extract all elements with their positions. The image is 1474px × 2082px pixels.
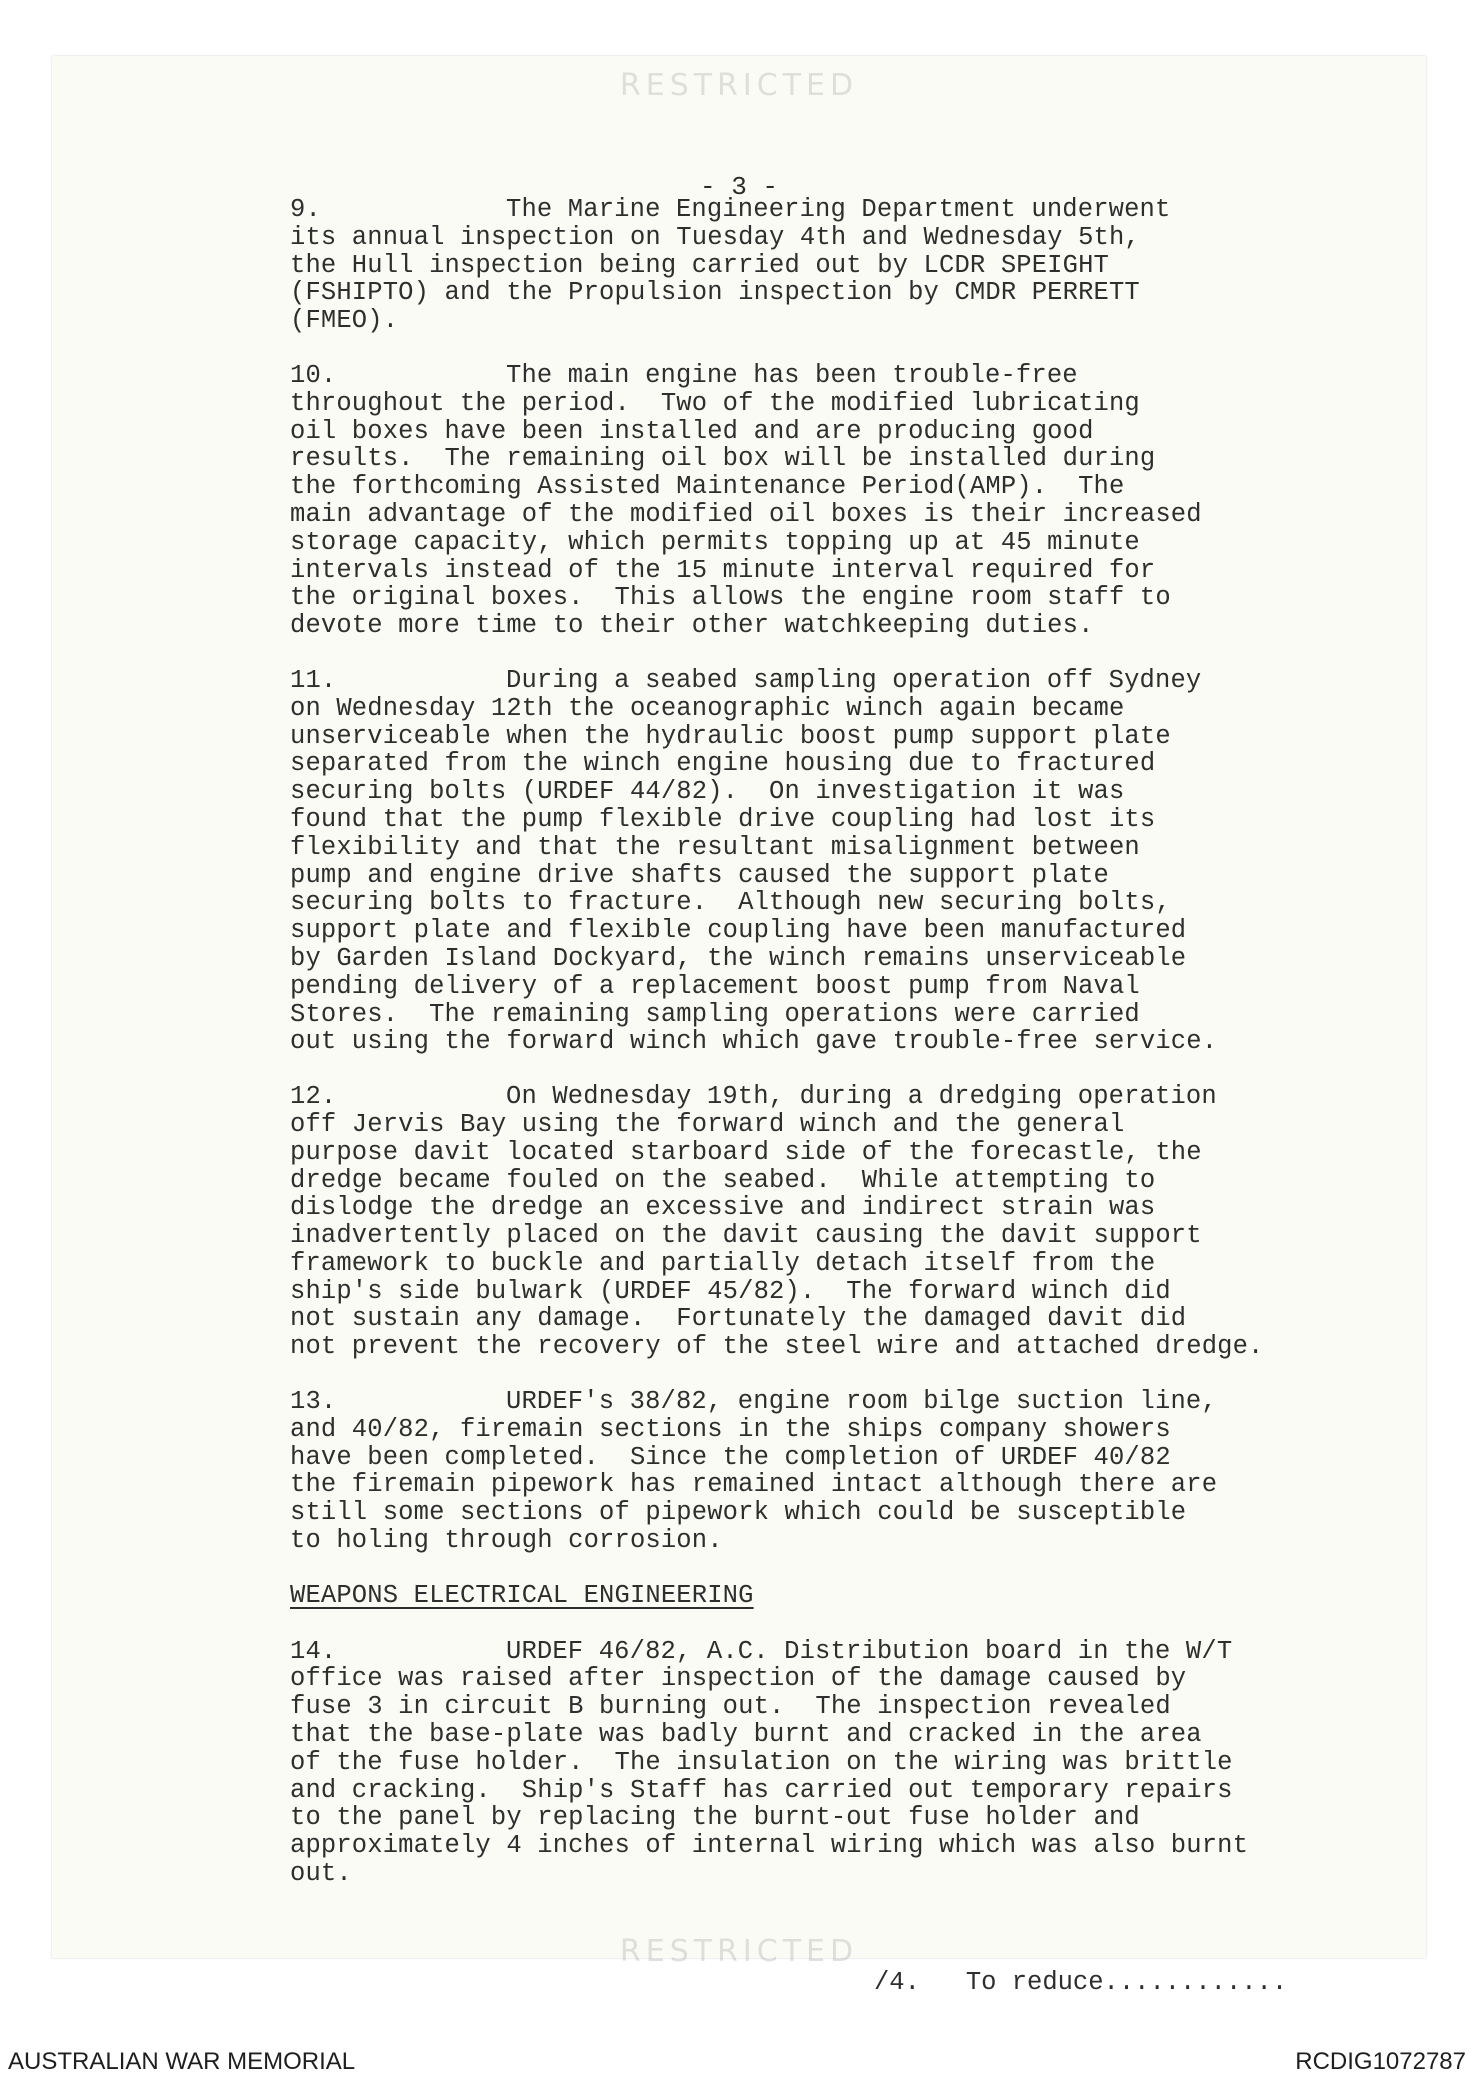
text-line: fuse 3 in circuit B burning out. The inspection revealed bbox=[290, 1692, 1171, 1722]
text-line: still some sections of pipework which could be susceptible bbox=[290, 1498, 1187, 1528]
text-line: throughout the period. Two of the modified lubricating bbox=[290, 388, 1140, 418]
continuation-line: /4. To reduce............ bbox=[874, 1968, 1288, 1997]
text-line: securing bolts (URDEF 44/82). On investigation it was bbox=[290, 777, 1125, 807]
restricted-stamp-top: RESTRICTED bbox=[619, 68, 859, 103]
restricted-stamp-bottom: RESTRICTED bbox=[619, 1934, 859, 1969]
archive-name: AUSTRALIAN WAR MEMORIAL bbox=[8, 2048, 356, 2075]
paragraph-number: 10. bbox=[290, 360, 337, 390]
text-line: storage capacity, which permits topping up at 45 minute bbox=[290, 527, 1140, 557]
text-line: off Jervis Bay using the forward winch and the general bbox=[290, 1109, 1125, 1139]
text-line: have been completed. Since the completion of URDEF 40/82 bbox=[290, 1442, 1171, 1472]
text-line: not sustain any damage. Fortunately the damaged davit did bbox=[290, 1304, 1187, 1334]
text-line: support plate and flexible coupling have been manufactured bbox=[290, 916, 1187, 946]
text-line: framework to buckle and partially detach itself from the bbox=[290, 1248, 1156, 1278]
text-line: the Hull inspection being carried out by LCDR SPEIGHT bbox=[290, 250, 1109, 280]
paragraph-number: 11. bbox=[290, 665, 337, 695]
paragraph-number: 13. bbox=[290, 1387, 337, 1417]
page-number: - 3 - bbox=[699, 172, 778, 202]
text-line: and cracking. Ship's Staff has carried out temporary repairs bbox=[290, 1775, 1233, 1805]
text-line: ship's side bulwark (URDEF 45/82). The forward winch did bbox=[290, 1276, 1171, 1306]
paragraph-13 bbox=[290, 1388, 1350, 1555]
text-line: dislodge the dredge an excessive and indirect strain was bbox=[290, 1193, 1156, 1223]
text-line: pump and engine drive shafts caused the support plate bbox=[290, 860, 1109, 890]
text-line: 13. URDEF's 38/82, engine room bilge suction line, bbox=[290, 1387, 1217, 1417]
text-line: results. The remaining oil box will be installed during bbox=[290, 444, 1156, 474]
text-line: inadvertently placed on the davit causing the davit support bbox=[290, 1221, 1202, 1251]
text-line: not prevent the recovery of the steel wire and attached dredge. bbox=[290, 1332, 1264, 1362]
text-line: (FSHIPTO) and the Propulsion inspection by CMDR PERRETT bbox=[290, 278, 1140, 308]
record-id: RCDIG1072787 bbox=[1295, 2048, 1466, 2075]
text-line: on Wednesday 12th the oceanographic winch again became bbox=[290, 693, 1125, 723]
text-line: Stores. The remaining sampling operations were carried bbox=[290, 999, 1140, 1029]
text-line: the forthcoming Assisted Maintenance Period(AMP). The bbox=[290, 472, 1125, 502]
text-line: (FMEO). bbox=[290, 306, 399, 336]
section-heading: WEAPONS ELECTRICAL ENGINEERING bbox=[290, 1580, 754, 1610]
text-line: that the base-plate was badly burnt and cracked in the area bbox=[290, 1720, 1202, 1750]
text-line: devote more time to their other watchkeeping duties. bbox=[290, 611, 1094, 641]
archive-footer bbox=[0, 2042, 1474, 2082]
text-line: of the fuse holder. The insulation on the wiring was brittle bbox=[290, 1747, 1233, 1777]
paragraph-10 bbox=[290, 362, 1350, 640]
paragraph-number: 12. bbox=[290, 1082, 337, 1112]
text-line: and 40/82, firemain sections in the ships company showers bbox=[290, 1414, 1171, 1444]
paragraph-9 bbox=[290, 196, 1350, 335]
paragraph-14 bbox=[290, 1638, 1350, 1888]
paragraph-number: 14. bbox=[290, 1636, 337, 1666]
text-line: the original boxes. This allows the engine room staff to bbox=[290, 583, 1171, 613]
text-line: intervals instead of the 15 minute interval required for bbox=[290, 555, 1156, 585]
text-line: 14. URDEF 46/82, A.C. Distribution board in the W/T bbox=[290, 1636, 1233, 1666]
text-line: 12. On Wednesday 19th, during a dredging operation bbox=[290, 1082, 1217, 1112]
text-line: unserviceable when the hydraulic boost pump support plate bbox=[290, 721, 1171, 751]
text-line: oil boxes have been installed and are producing good bbox=[290, 416, 1094, 446]
text-line: office was raised after inspection of the damage caused by bbox=[290, 1664, 1187, 1694]
text-line: the firemain pipework has remained intact although there are bbox=[290, 1470, 1218, 1500]
text-line: securing bolts to fracture. Although new securing bolts, bbox=[290, 888, 1171, 918]
text-line: 11. During a seabed sampling operation off Sydney bbox=[290, 665, 1202, 695]
text-line: purpose davit located starboard side of the forecastle, the bbox=[290, 1137, 1202, 1167]
text-line: to the panel by replacing the burnt-out fuse holder and bbox=[290, 1803, 1140, 1833]
text-line: approximately 4 inches of internal wiring which was also burnt bbox=[290, 1831, 1249, 1861]
text-line: 10. The main engine has been trouble-free bbox=[290, 360, 1078, 390]
document-body bbox=[290, 196, 1350, 1915]
paragraph-12 bbox=[290, 1083, 1350, 1361]
text-line: its annual inspection on Tuesday 4th and Wednesday 5th, bbox=[290, 222, 1140, 252]
text-line: out. bbox=[290, 1859, 352, 1889]
text-line: main advantage of the modified oil boxes is their increased bbox=[290, 499, 1202, 529]
paragraph-11 bbox=[290, 667, 1350, 1056]
text-line: out using the forward winch which gave trouble-free service. bbox=[290, 1027, 1218, 1057]
text-line: by Garden Island Dockyard, the winch remains unserviceable bbox=[290, 943, 1187, 973]
paragraph-number: 9. bbox=[290, 195, 321, 224]
text-line: dredge became fouled on the seabed. While attempting to bbox=[290, 1165, 1156, 1195]
text-line: 9. The Marine Engineering Department underwent bbox=[290, 195, 1171, 224]
text-line: found that the pump flexible drive coupling had lost its bbox=[290, 804, 1156, 834]
text-line: to holing through corrosion. bbox=[290, 1526, 723, 1556]
text-line: pending delivery of a replacement boost pump from Naval bbox=[290, 971, 1140, 1001]
text-line: separated from the winch engine housing due to fractured bbox=[290, 749, 1156, 779]
text-line: flexibility and that the resultant misalignment between bbox=[290, 832, 1140, 862]
